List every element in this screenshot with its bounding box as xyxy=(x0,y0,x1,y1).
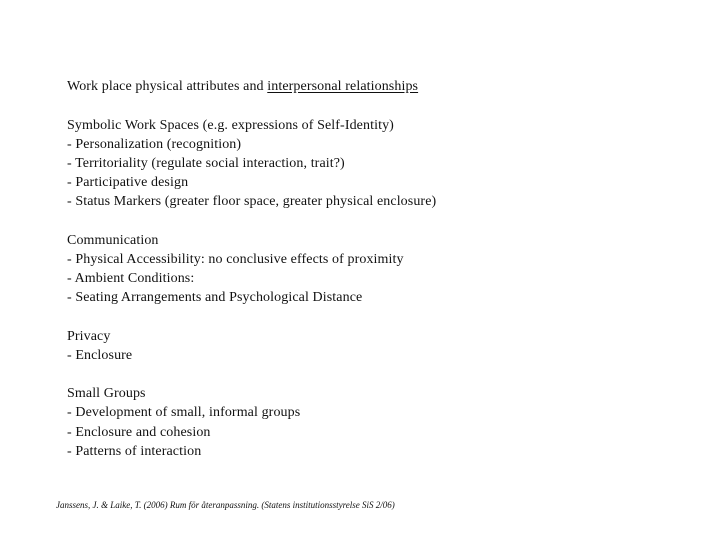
list-item: - Enclosure and cohesion xyxy=(67,425,211,440)
slide-heading xyxy=(67,77,418,96)
list-item: - Personalization (recognition) xyxy=(67,137,242,152)
list-item: - Patterns of interaction xyxy=(67,444,202,459)
list-item: - Status Markers (greater floor space, greater physical enclosure) xyxy=(67,194,437,209)
section-title: Privacy xyxy=(67,329,111,344)
list-item: - Territoriality (regulate social interaction, trait?) xyxy=(67,156,345,171)
list-item: - Physical Accessibility: no conclusive effects of proximity xyxy=(67,252,404,267)
section-title: Symbolic Work Spaces (e.g. expressions of Self-Identity) xyxy=(67,118,394,133)
list-item: - Participative design xyxy=(67,175,189,190)
heading-underlined-text: interpersonal relationships xyxy=(267,79,419,94)
list-item: - Seating Arrangements and Psychological Distance xyxy=(67,290,363,305)
list-item: - Enclosure xyxy=(67,348,133,363)
list-item: - Ambient Conditions: xyxy=(67,271,195,286)
heading-plain-text: Work place physical attributes and xyxy=(67,79,268,94)
list-item: - Development of small, informal groups xyxy=(67,405,301,420)
section-title: Small Groups xyxy=(67,386,146,401)
citation: Janssens, J. & Laike, T. (2006) Rum för återanpassning. (Statens institutionsstyrelse SiS 2/06) xyxy=(56,500,395,510)
section-title: Communication xyxy=(67,233,159,248)
